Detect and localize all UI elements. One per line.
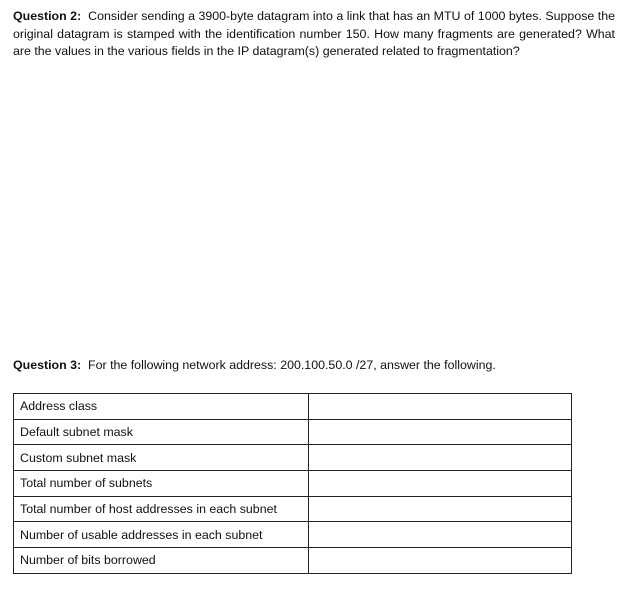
table-row bbox=[14, 419, 572, 445]
question-3-text: For the following network address: 200.100.50.0 /27, answer the following. bbox=[88, 358, 496, 372]
answer-cell-default-subnet-mask[interactable] bbox=[308, 419, 571, 445]
answer-cell-custom-subnet-mask[interactable] bbox=[308, 445, 571, 471]
table-row bbox=[14, 471, 572, 497]
question-3-label: Question 3: bbox=[13, 358, 82, 372]
question-2-paragraph bbox=[13, 8, 615, 61]
question-2-text: Consider sending a 3900-byte datagram into a link that has an MTU of 1000 bytes. Suppose the original datagram is stamped with the identification number 150. How many fragments are generated? What are the values in the various fields in the IP datagram(s) generated related to fragmentation? bbox=[13, 9, 616, 58]
table-row bbox=[14, 445, 572, 471]
row-label-custom-subnet-mask: Custom subnet mask bbox=[14, 445, 309, 471]
row-label-usable-addresses: Number of usable addresses in each subnet bbox=[14, 522, 309, 548]
row-label-total-subnets: Total number of subnets bbox=[14, 471, 309, 497]
question-3-paragraph bbox=[13, 357, 615, 375]
table-row bbox=[14, 394, 572, 420]
subnet-answer-table bbox=[13, 393, 572, 574]
answer-cell-bits-borrowed[interactable] bbox=[308, 548, 571, 574]
table-row bbox=[14, 548, 572, 574]
answer-cell-address-class[interactable] bbox=[308, 394, 571, 420]
row-label-total-host-addresses: Total number of host addresses in each subnet bbox=[14, 496, 309, 522]
table-row bbox=[14, 522, 572, 548]
answer-cell-total-subnets[interactable] bbox=[308, 471, 571, 497]
question-2-label: Question 2: bbox=[13, 9, 82, 23]
row-label-bits-borrowed: Number of bits borrowed bbox=[14, 548, 309, 574]
row-label-default-subnet-mask: Default subnet mask bbox=[14, 419, 309, 445]
answer-cell-total-host-addresses[interactable] bbox=[308, 496, 571, 522]
table-row bbox=[14, 496, 572, 522]
row-label-address-class: Address class bbox=[14, 394, 309, 420]
answer-cell-usable-addresses[interactable] bbox=[308, 522, 571, 548]
